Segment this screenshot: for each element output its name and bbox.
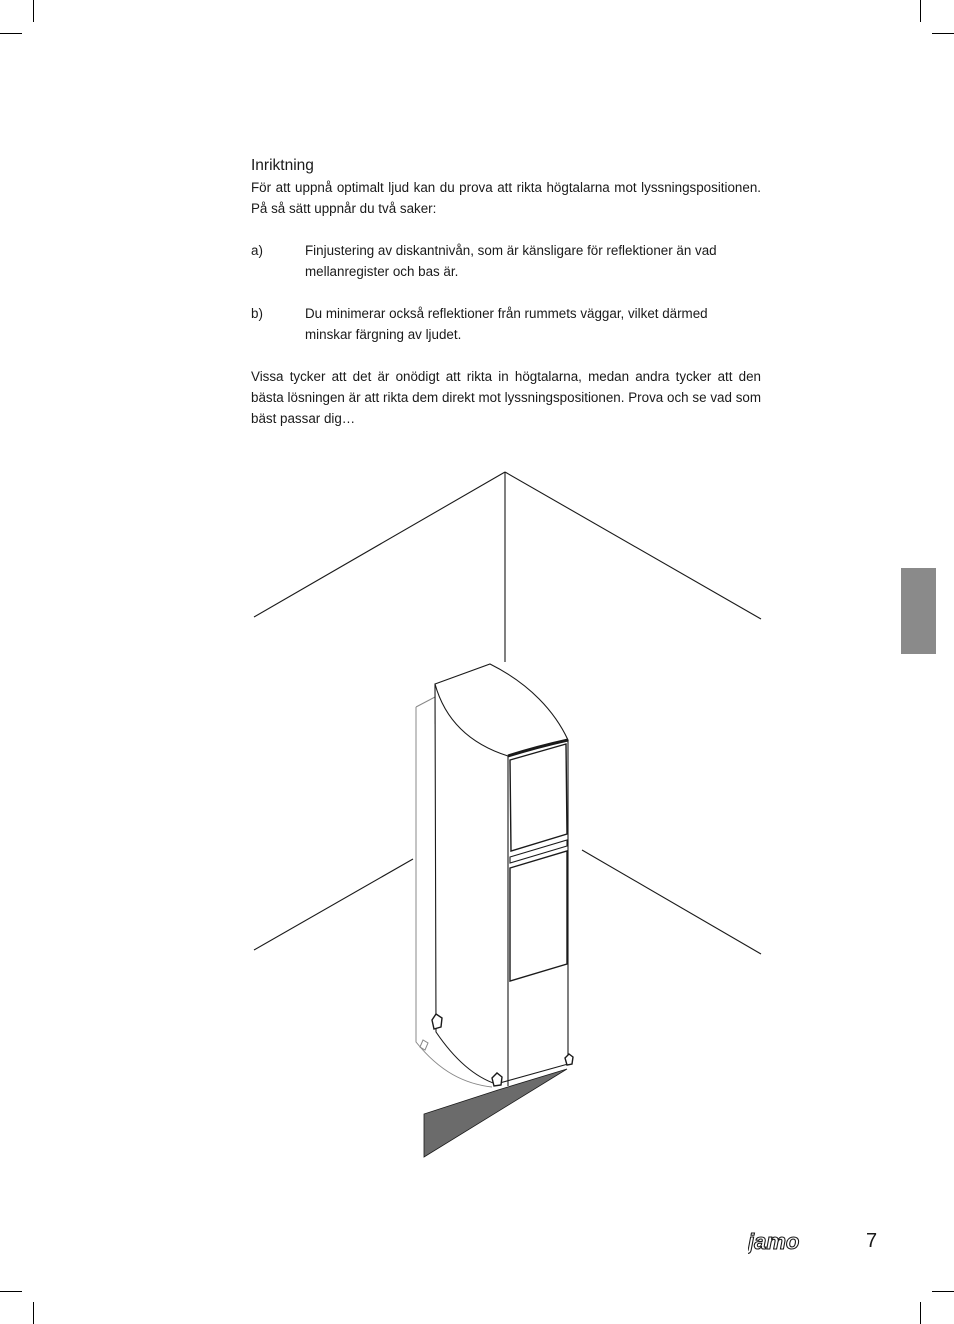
list-item — [251, 240, 761, 282]
ghost-speaker-outline — [416, 697, 492, 1087]
intro-paragraph: För att uppnå optimalt ljud kan du prova att rikta högtalarna mot lyssningspositionen. På så sätt uppnår du två saker: — [251, 180, 761, 216]
crop-mark — [932, 33, 954, 34]
section-heading: Inriktning — [251, 157, 314, 174]
list-marker: b) — [251, 306, 263, 321]
crop-mark — [0, 33, 22, 34]
list-item — [251, 303, 761, 345]
main-text — [251, 156, 761, 442]
page-number: 7 — [866, 1230, 878, 1252]
crop-mark — [33, 1302, 34, 1324]
jamo-logo — [748, 1230, 828, 1254]
list-text: Finjustering av diskantnivån, som är känsligare för reflektioner än vad mellanregister och bas är. — [305, 243, 717, 279]
crop-mark — [0, 1291, 22, 1292]
crop-mark — [920, 0, 921, 22]
closing-paragraph: Vissa tycker att det är onödigt att rikta in högtalarna, medan andra tycker att den bästa lösningen är att rikta dem direkt mot lyssningspositionen. Prova och se vad som bäst passar dig… — [251, 369, 761, 426]
list-marker: a) — [251, 243, 263, 258]
crop-mark — [33, 0, 34, 22]
list-text: Du minimerar också reflektioner från rummets väggar, vilket därmed minskar färgning av ljudet. — [305, 306, 708, 342]
speaker-corner-illustration — [240, 462, 780, 1172]
crop-mark — [932, 1291, 954, 1292]
logo-wordmark: jamo — [748, 1230, 800, 1254]
section-side-tab — [901, 568, 936, 654]
speaker-cabinet — [432, 664, 573, 1086]
crop-mark — [920, 1302, 921, 1324]
